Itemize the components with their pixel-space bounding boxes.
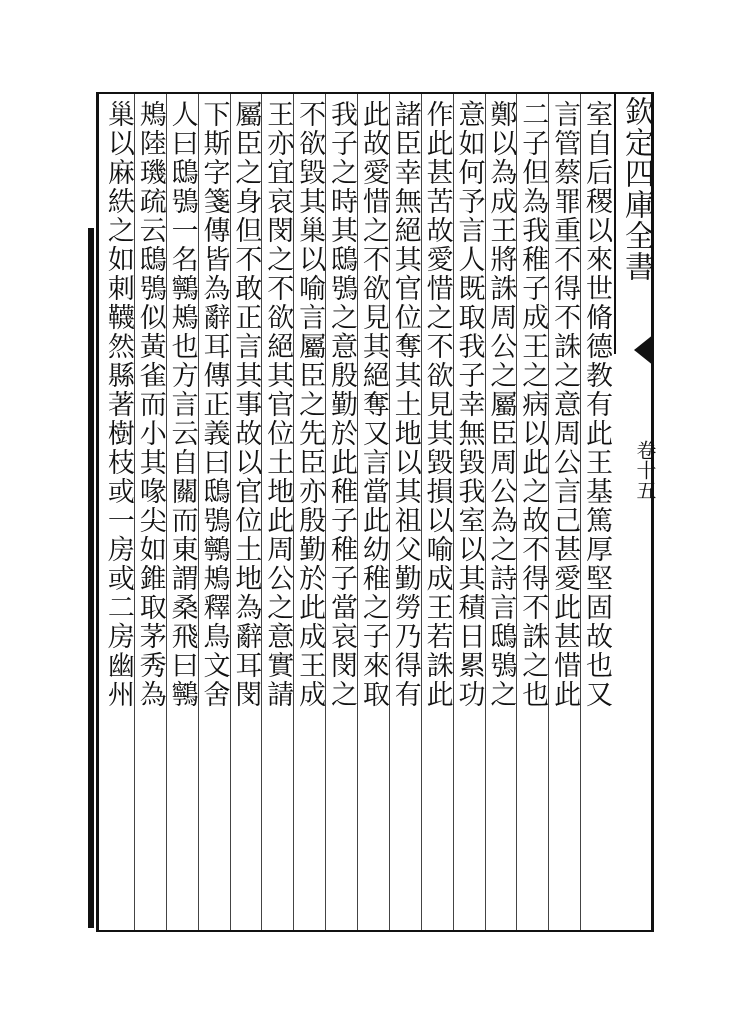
column-rule — [261, 94, 262, 930]
text-column: 二子但為我稚子成王之病以此之故不得不誅之也 — [517, 100, 549, 709]
column-rule — [516, 94, 517, 930]
column-rule — [293, 94, 294, 930]
text-column: 此故愛惜之不欲見其絕奪又言當此幼稚之子來取 — [357, 100, 389, 709]
text-column: 諸臣幸無絕其官位奪其土地以其祖父勤勞乃得有 — [389, 100, 421, 709]
book-title: 欽定四庫全書 — [619, 96, 654, 282]
text-column: 我子之時其鴟鴞之意殷勤於此稚子稚子當哀閔之 — [326, 100, 357, 709]
text-column: 作此甚苦故愛惜之不欲見其毀損以喻成王若誅此 — [421, 100, 453, 709]
column-rule — [357, 94, 358, 930]
text-column: 意如何予言人既取我子幸無毀我室以其積日累功 — [453, 100, 485, 709]
column-rule — [453, 94, 454, 930]
text-column: 鄭以為成王將誅周公之屬臣周公為之詩言鴟鴞之 — [485, 100, 517, 709]
column-rule — [421, 94, 422, 930]
text-column: 巢以麻紩之如刺韈然縣著樹枝或一房或二房幽州 — [102, 100, 134, 709]
column-rule — [134, 94, 135, 930]
binding-edge — [88, 228, 94, 928]
text-column: 王亦宜哀閔之不欲絕其官位土地此周公之意實請 — [262, 100, 294, 709]
column-rule — [389, 94, 390, 930]
text-column: 言管蔡罪重不得不誅之意周公言己甚愛此甚惜此 — [549, 100, 581, 709]
text-column: 鴂陸璣疏云鴟鴞似黃雀而小其喙尖如錐取茅秀為 — [134, 100, 166, 709]
column-rule — [325, 94, 326, 930]
column-rule — [198, 94, 199, 930]
text-column: 人曰鴟鴞一名鸋鴂也方言云自關而東謂桑飛曰鸋 — [166, 100, 198, 709]
text-column: 不欲毀其巢以喻言屬臣之先臣亦殷勤於此成王成 — [294, 100, 326, 709]
column-rule — [230, 94, 231, 930]
column-rule — [548, 94, 549, 930]
fishtail-mark — [634, 334, 654, 366]
column-rule — [580, 94, 581, 930]
text-column: 屬臣之身但不敢正言其事故以官位土地為辭耳閔 — [230, 100, 262, 709]
text-column: 室自后稷以來世脩德教有此王基篤厚堅固故也又 — [581, 100, 612, 709]
text-column: 下斯字箋傳皆為辭耳傳正義曰鴟鴞鸋鴂釋鳥文舍 — [198, 100, 230, 709]
volume-label: 卷十五 — [633, 440, 657, 500]
column-rule — [166, 94, 167, 930]
column-rule — [485, 94, 486, 930]
